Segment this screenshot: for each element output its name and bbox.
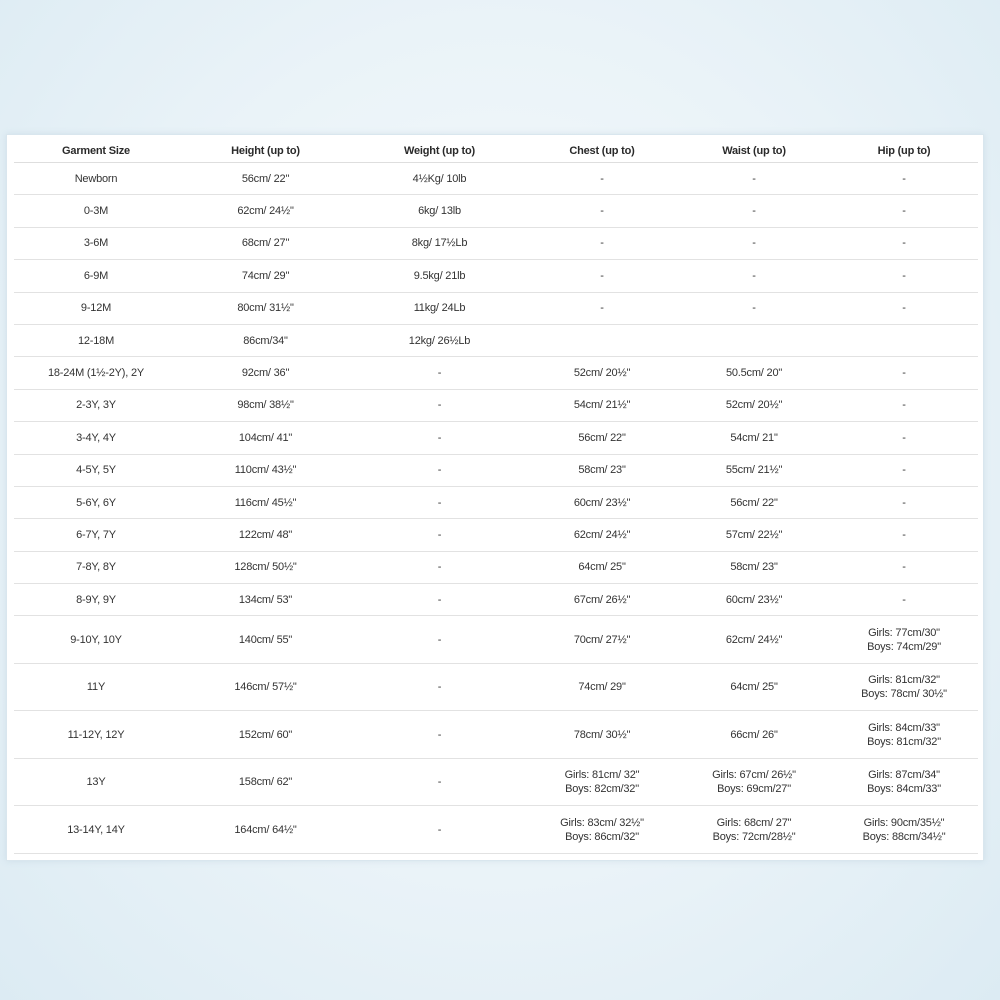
table-row [14,616,978,664]
chest-cell: 54cm/ 21½" [526,389,678,421]
hip-cell [830,616,978,664]
hip-cell: - [830,486,978,518]
chest-cell: - [526,260,678,292]
weight-cell: 9.5kg/ 21lb [353,260,526,292]
table-row [14,389,978,421]
size-cell: 9-10Y, 10Y [14,616,178,664]
weight-cell: - [353,519,526,551]
header-chest: Chest (up to) [526,140,678,163]
size-chart-table [14,140,978,854]
size-cell: 3-6M [14,227,178,259]
chest-cell: 64cm/ 25" [526,551,678,583]
chest-cell: 62cm/ 24½" [526,519,678,551]
waist-cell [678,806,830,854]
chest-cell: - [526,292,678,324]
waist-boys: Boys: 72cm/28½" [712,830,796,843]
height-cell: 80cm/ 31½" [178,292,353,324]
table-row [14,292,978,324]
weight-cell: 4½Kg/ 10lb [353,163,526,195]
size-cell: 8-9Y, 9Y [14,584,178,616]
weight-cell: - [353,711,526,759]
hip-boys: Boys: 74cm/29" [867,640,941,653]
chest-cell: - [526,195,678,227]
hip-cell [830,806,978,854]
hip-cell [830,324,978,356]
chest-cell: 70cm/ 27½" [526,616,678,664]
waist-cell [678,758,830,806]
chest-cell [526,758,678,806]
height-cell: 62cm/ 24½" [178,195,353,227]
weight-cell: - [353,357,526,389]
hip-cell: - [830,357,978,389]
height-cell: 110cm/ 43½" [178,454,353,486]
table-row [14,806,978,854]
height-cell: 74cm/ 29" [178,260,353,292]
size-cell: 11Y [14,663,178,711]
hip-cell: - [830,227,978,259]
waist-cell: - [678,163,830,195]
header-weight: Weight (up to) [353,140,526,163]
weight-cell: - [353,758,526,806]
hip-boys: Boys: 84cm/33" [867,783,941,796]
table-row [14,486,978,518]
size-cell: 11-12Y, 12Y [14,711,178,759]
chest-cell: 67cm/ 26½" [526,584,678,616]
hip-cell: - [830,195,978,227]
size-cell: 2-3Y, 3Y [14,389,178,421]
hip-cell: - [830,519,978,551]
table-row [14,422,978,454]
height-cell: 146cm/ 57½" [178,663,353,711]
size-cell: 6-9M [14,260,178,292]
waist-cell: 62cm/ 24½" [678,616,830,664]
hip-cell [830,663,978,711]
height-cell: 128cm/ 50½" [178,551,353,583]
size-cell: 3-4Y, 4Y [14,422,178,454]
header-height: Height (up to) [178,140,353,163]
weight-cell: 12kg/ 26½Lb [353,324,526,356]
height-cell: 86cm/34" [178,324,353,356]
height-cell: 164cm/ 64½" [178,806,353,854]
waist-cell [678,324,830,356]
chest-cell [526,324,678,356]
table-row [14,551,978,583]
chest-girls: Girls: 83cm/ 32½" [560,816,644,829]
chest-cell: 52cm/ 20½" [526,357,678,389]
waist-cell: - [678,292,830,324]
hip-cell: - [830,389,978,421]
size-cell: 7-8Y, 8Y [14,551,178,583]
table-row [14,195,978,227]
table-row [14,324,978,356]
chest-girls: Girls: 81cm/ 32" [564,769,640,782]
chest-cell: 60cm/ 23½" [526,486,678,518]
table-row [14,454,978,486]
height-cell: 68cm/ 27" [178,227,353,259]
weight-cell: - [353,454,526,486]
waist-girls: Girls: 68cm/ 27" [716,816,792,829]
weight-cell: - [353,584,526,616]
hip-cell [830,711,978,759]
hip-cell [830,758,978,806]
chest-boys: Boys: 86cm/32" [565,830,639,843]
hip-cell: - [830,584,978,616]
table-row [14,584,978,616]
hip-cell: - [830,260,978,292]
header-garment-size: Garment Size [14,140,178,163]
size-cell: 0-3M [14,195,178,227]
waist-cell: - [678,260,830,292]
chest-cell: 56cm/ 22" [526,422,678,454]
hip-girls: Girls: 87cm/34" [868,769,940,782]
waist-cell: 64cm/ 25" [678,663,830,711]
size-cell: 18-24M (1½-2Y), 2Y [14,357,178,389]
height-cell: 92cm/ 36" [178,357,353,389]
hip-boys: Boys: 88cm/34½" [862,830,946,843]
waist-cell: 56cm/ 22" [678,486,830,518]
table-row [14,663,978,711]
size-cell: 13-14Y, 14Y [14,806,178,854]
weight-cell: - [353,486,526,518]
table-row [14,758,978,806]
weight-cell: - [353,806,526,854]
waist-girls: Girls: 67cm/ 26½" [712,769,796,782]
height-cell: 56cm/ 22" [178,163,353,195]
hip-cell: - [830,292,978,324]
weight-cell: - [353,422,526,454]
size-cell: 12-18M [14,324,178,356]
weight-cell: 6kg/ 13lb [353,195,526,227]
header-row [14,140,978,163]
height-cell: 98cm/ 38½" [178,389,353,421]
hip-cell: - [830,551,978,583]
size-cell: 13Y [14,758,178,806]
hip-boys: Boys: 78cm/ 30½" [861,688,947,701]
hip-girls: Girls: 81cm/32" [868,674,940,687]
chest-cell: - [526,163,678,195]
waist-cell: 54cm/ 21" [678,422,830,454]
table-row [14,227,978,259]
waist-cell: 50.5cm/ 20" [678,357,830,389]
header-hip: Hip (up to) [830,140,978,163]
waist-cell: 52cm/ 20½" [678,389,830,421]
waist-boys: Boys: 69cm/27" [717,783,791,796]
table-row [14,519,978,551]
chest-cell: 58cm/ 23" [526,454,678,486]
waist-cell: 57cm/ 22½" [678,519,830,551]
waist-cell: 60cm/ 23½" [678,584,830,616]
size-chart-sheet [6,134,984,861]
weight-cell: - [353,551,526,583]
weight-cell: 8kg/ 17½Lb [353,227,526,259]
chest-boys: Boys: 82cm/32" [565,783,639,796]
height-cell: 116cm/ 45½" [178,486,353,518]
waist-cell: - [678,195,830,227]
waist-cell: 55cm/ 21½" [678,454,830,486]
size-cell: 4-5Y, 5Y [14,454,178,486]
hip-girls: Girls: 90cm/35½" [863,816,945,829]
table-row [14,260,978,292]
hip-cell: - [830,454,978,486]
waist-cell: 58cm/ 23" [678,551,830,583]
size-cell: 6-7Y, 7Y [14,519,178,551]
height-cell: 140cm/ 55" [178,616,353,664]
table-row [14,711,978,759]
header-waist: Waist (up to) [678,140,830,163]
height-cell: 152cm/ 60" [178,711,353,759]
weight-cell: - [353,663,526,711]
waist-cell: 66cm/ 26" [678,711,830,759]
weight-cell: - [353,616,526,664]
chest-cell: 74cm/ 29" [526,663,678,711]
height-cell: 158cm/ 62" [178,758,353,806]
height-cell: 122cm/ 48" [178,519,353,551]
hip-cell: - [830,422,978,454]
weight-cell: 11kg/ 24Lb [353,292,526,324]
table-row [14,163,978,195]
height-cell: 134cm/ 53" [178,584,353,616]
chest-cell [526,806,678,854]
table-row [14,357,978,389]
size-cell: Newborn [14,163,178,195]
height-cell: 104cm/ 41" [178,422,353,454]
hip-boys: Boys: 81cm/32" [867,735,941,748]
hip-girls: Girls: 77cm/30" [868,626,940,639]
weight-cell: - [353,389,526,421]
size-cell: 9-12M [14,292,178,324]
hip-cell: - [830,163,978,195]
size-cell: 5-6Y, 6Y [14,486,178,518]
waist-cell: - [678,227,830,259]
chest-cell: 78cm/ 30½" [526,711,678,759]
chest-cell: - [526,227,678,259]
hip-girls: Girls: 84cm/33" [868,721,940,734]
